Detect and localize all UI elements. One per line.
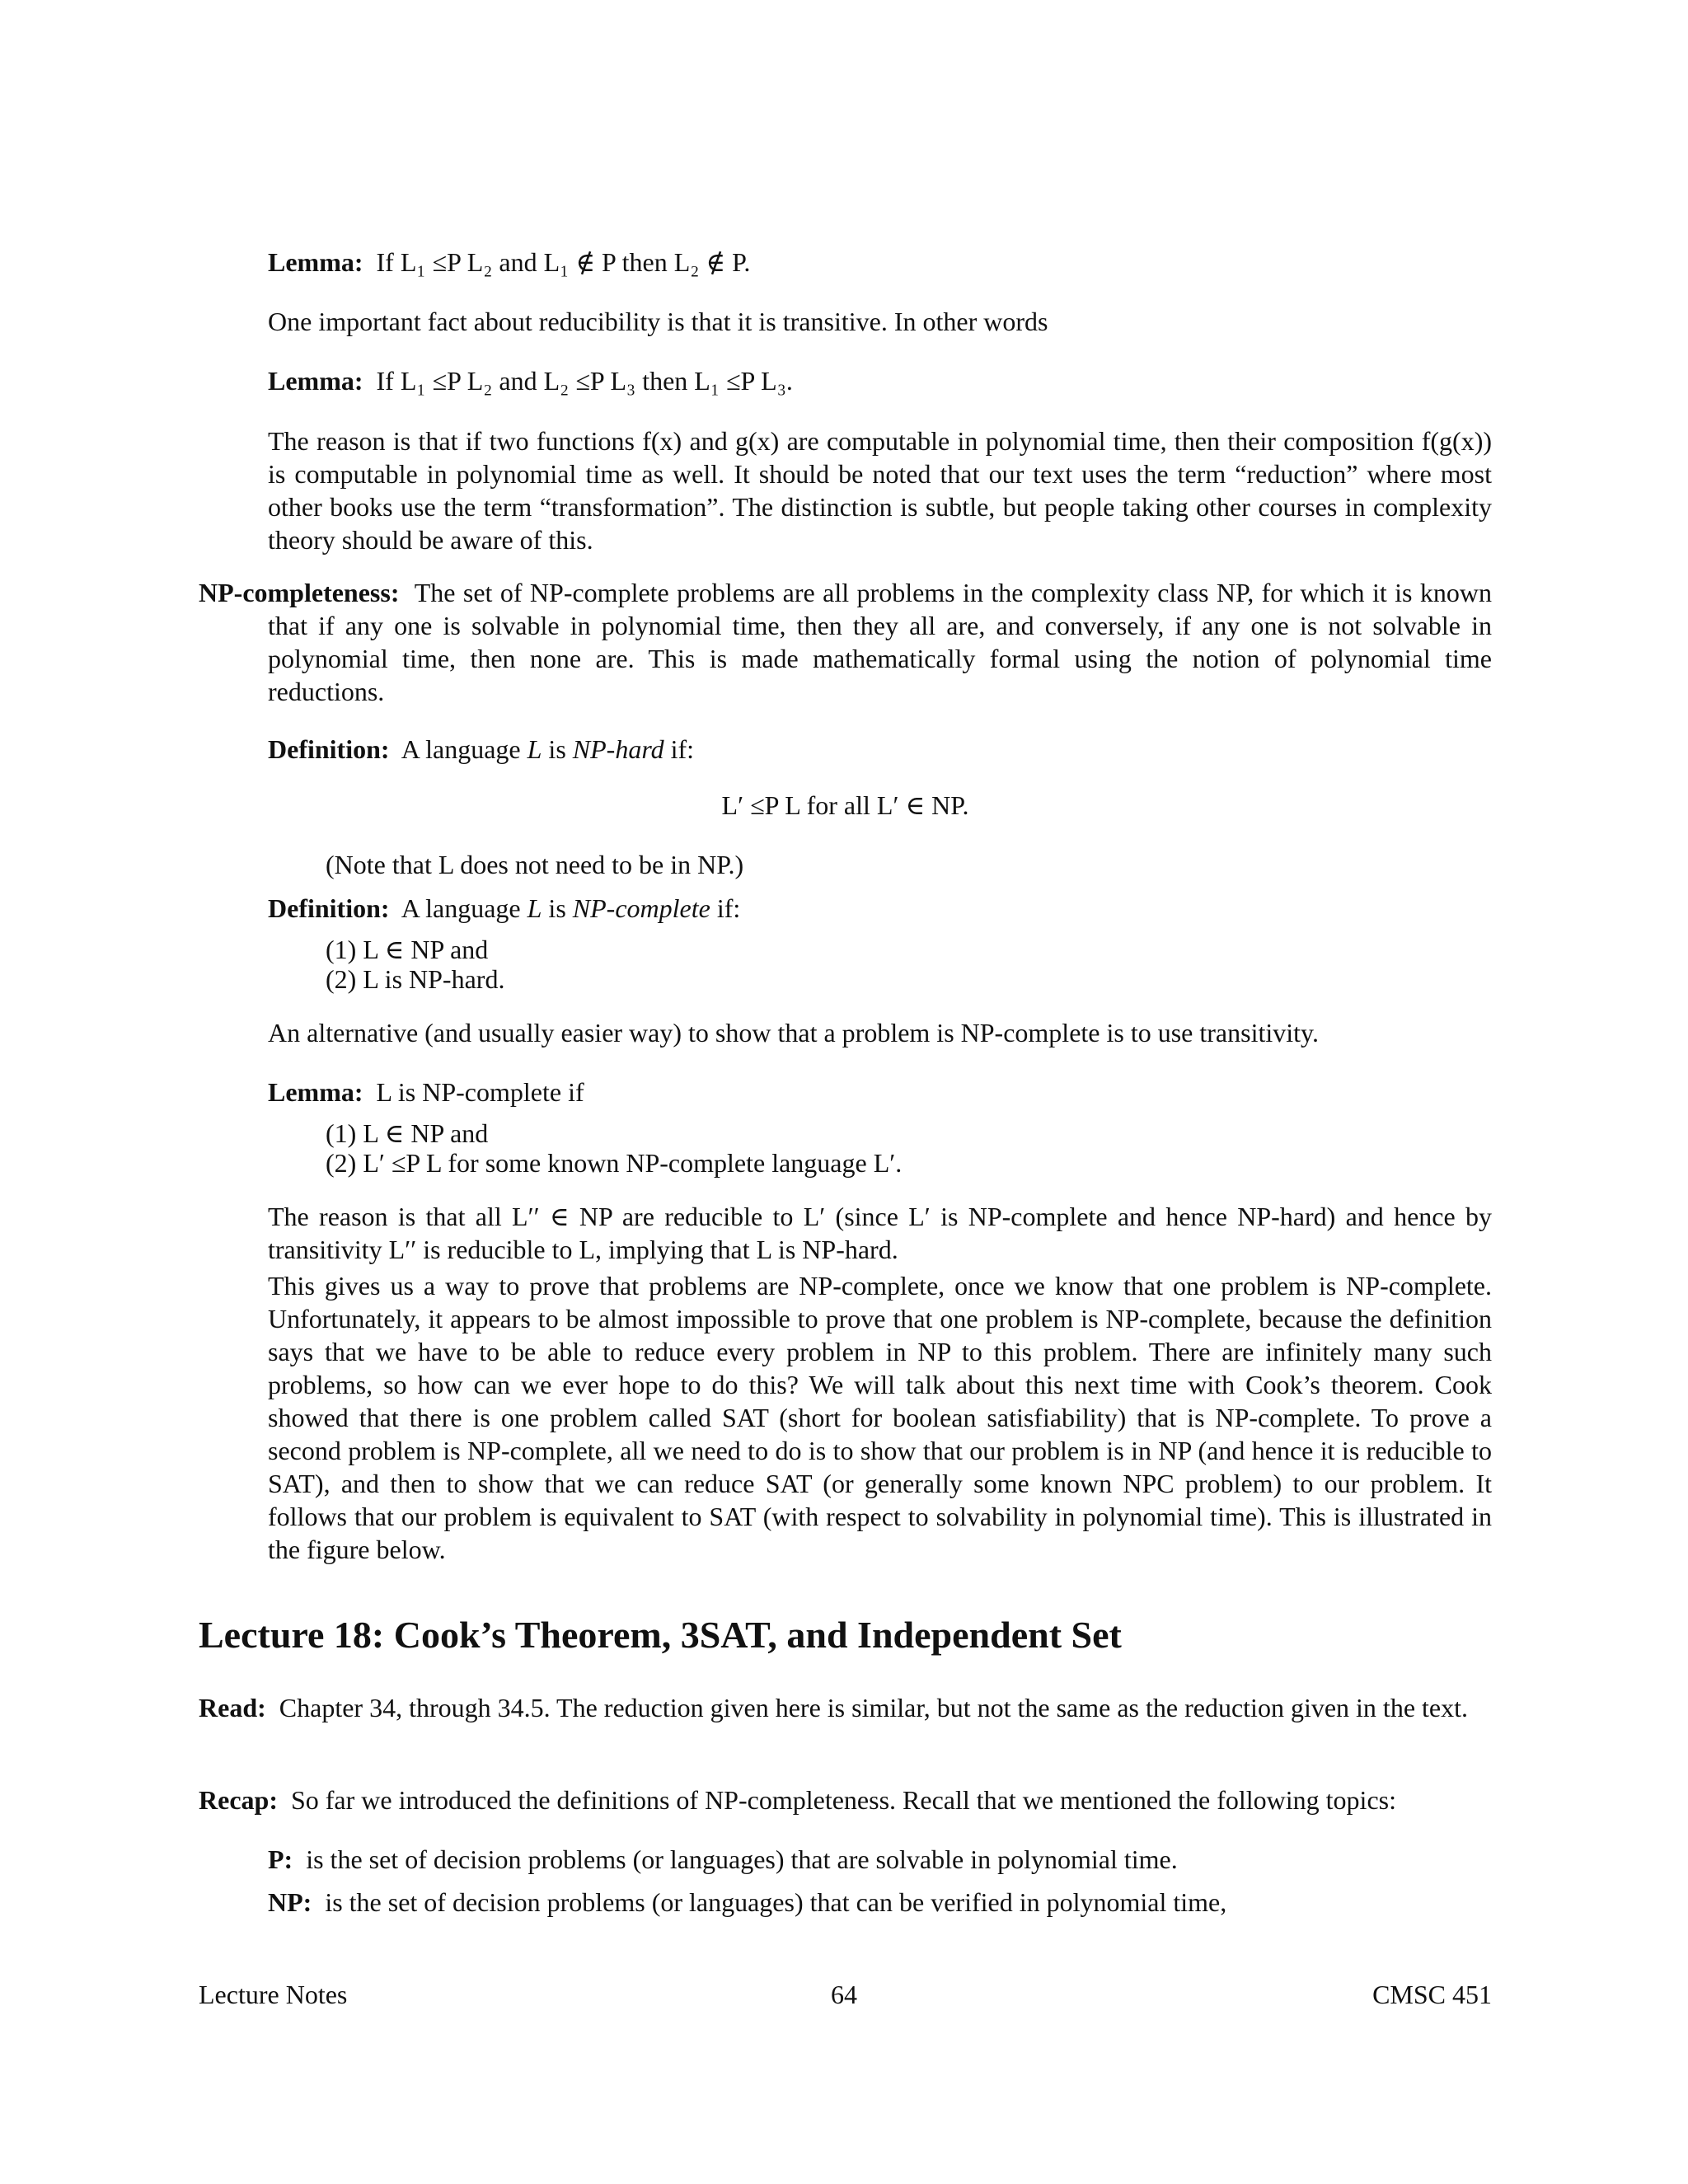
page-number: 64 <box>831 1980 857 2009</box>
paragraph-transitive: One important fact about reducibility is that it is transitive. In other words <box>268 307 1048 336</box>
np-completeness-text: The set of NP-complete problems are all problems in the complexity class NP, for which it is known that if any one is solvable in polynomial time, then they all are, and conversely, if any one is not solvable in polynomial time, then none are. This is made mathematically formal using the notion of polynomial time reductions. <box>268 578 1493 706</box>
read-label: Read: <box>199 1693 266 1722</box>
p-class-definition <box>268 1843 1492 1876</box>
np-complete-conditions <box>326 935 1479 994</box>
lemma-label: Lemma: <box>268 247 363 277</box>
recap-label: Recap: <box>199 1785 278 1815</box>
list-item: (2) L′ ≤P L for some known NP-complete language L′. <box>326 1148 903 1178</box>
list-item: (2) L is NP-hard. <box>326 964 505 994</box>
p-label: P: <box>268 1844 293 1874</box>
defined-term: NP-hard <box>572 734 664 764</box>
paragraph-alternative: An alternative (and usually easier way) to show that a problem is NP-complete is to use transitivity. <box>268 1018 1319 1047</box>
lecture-title: Lecture 18: Cook’s Theorem, 3SAT, and Independent Set <box>199 1614 1122 1656</box>
read-paragraph <box>199 1691 1492 1724</box>
np-label: NP: <box>268 1887 312 1917</box>
lemma-np-complete <box>268 1076 1492 1108</box>
lemma-label: Lemma: <box>268 366 363 396</box>
list-item: (1) L ∈ NP and <box>326 935 489 964</box>
recap-paragraph <box>199 1783 1492 1816</box>
definition-label: Definition: <box>268 734 390 764</box>
np-class-definition <box>268 1886 1492 1919</box>
lemma-text: If L₁ ≤P L₂ and L₂ ≤P L₃ then L₁ ≤P L₃. <box>376 366 793 396</box>
definition-label: Definition: <box>268 893 390 923</box>
lemma-label: Lemma: <box>268 1077 363 1107</box>
np-text: is the set of decision problems (or languages) that can be verified in polynomial time, <box>325 1887 1227 1917</box>
list-item: (1) L ∈ NP and <box>326 1118 489 1148</box>
np-hard-formula: L′ ≤P L for all L′ ∈ NP. <box>721 790 969 820</box>
lemma-conditions <box>326 1118 1479 1178</box>
paragraph-composition: The reason is that if two functions f(x) and g(x) are computable in polynomial time, then their composition f(g(x)) is computable in polynomial time as well. It should be noted that our text uses the term “reduction” where most other books use the term “transformation”. The distinction is subtle, but people taking other courses in complexity theory should be aware of this. <box>268 426 1492 555</box>
p-text: is the set of decision problems (or languages) that are solvable in polynomial time. <box>306 1844 1178 1874</box>
paragraph-cook: This gives us a way to prove that problems are NP-complete, once we know that one problem is NP-complete. Unfortunately, it appears to be almost impossible to prove that one problem is NP-complete, because the definition says that we have to be able to reduce every problem in NP to this problem. There are infinitely many such problems, so how can we ever hope to do this? We will talk about this next time with Cook’s theorem. Cook showed that there is one problem called SAT (short for boolean satisfiability) that is NP-complete. To prove a second problem is NP-complete, all we need to do is to show that our problem is in NP (and hence it is reducible to SAT), and then to show that we can reduce SAT (or generally some known NPC problem) to our problem. It follows that our problem is equivalent to SAT (with respect to solvability in polynomial time). This is illustrated in the figure below. <box>268 1271 1492 1564</box>
lemma-reducibility <box>268 246 1492 279</box>
lemma-text: If L₁ ≤P L₂ and L₁ ∉ P then L₂ ∉ P. <box>376 247 751 277</box>
np-completeness-paragraph <box>199 576 1492 708</box>
defined-term: NP-complete <box>572 893 710 923</box>
footer-left: Lecture Notes <box>199 1980 348 2009</box>
paragraph-reason: The reason is that all L′′ ∈ NP are reducible to L′ (since L′ is NP-complete and hence NP-hard) and hence by transitivity L′′ is reducible to L, implying that L is NP-hard. <box>268 1202 1492 1264</box>
recap-text: So far we introduced the definitions of NP-completeness. Recall that we mentioned the following topics: <box>290 1785 1396 1815</box>
definition-np-complete: Definition: A language L is NP-complete if: <box>268 893 741 923</box>
np-hard-note: (Note that L does not need to be in NP.) <box>326 850 744 879</box>
lemma-text: L is NP-complete if <box>376 1077 584 1107</box>
read-text: Chapter 34, through 34.5. The reduction given here is similar, but not the same as the reduction given in the text. <box>279 1693 1468 1722</box>
lemma-transitivity <box>268 364 1492 397</box>
footer-right: CMSC 451 <box>1372 1980 1492 2009</box>
np-completeness-label: NP-completeness: <box>199 578 400 607</box>
definition-np-hard: Definition: A language L is NP-hard if: <box>268 734 695 764</box>
